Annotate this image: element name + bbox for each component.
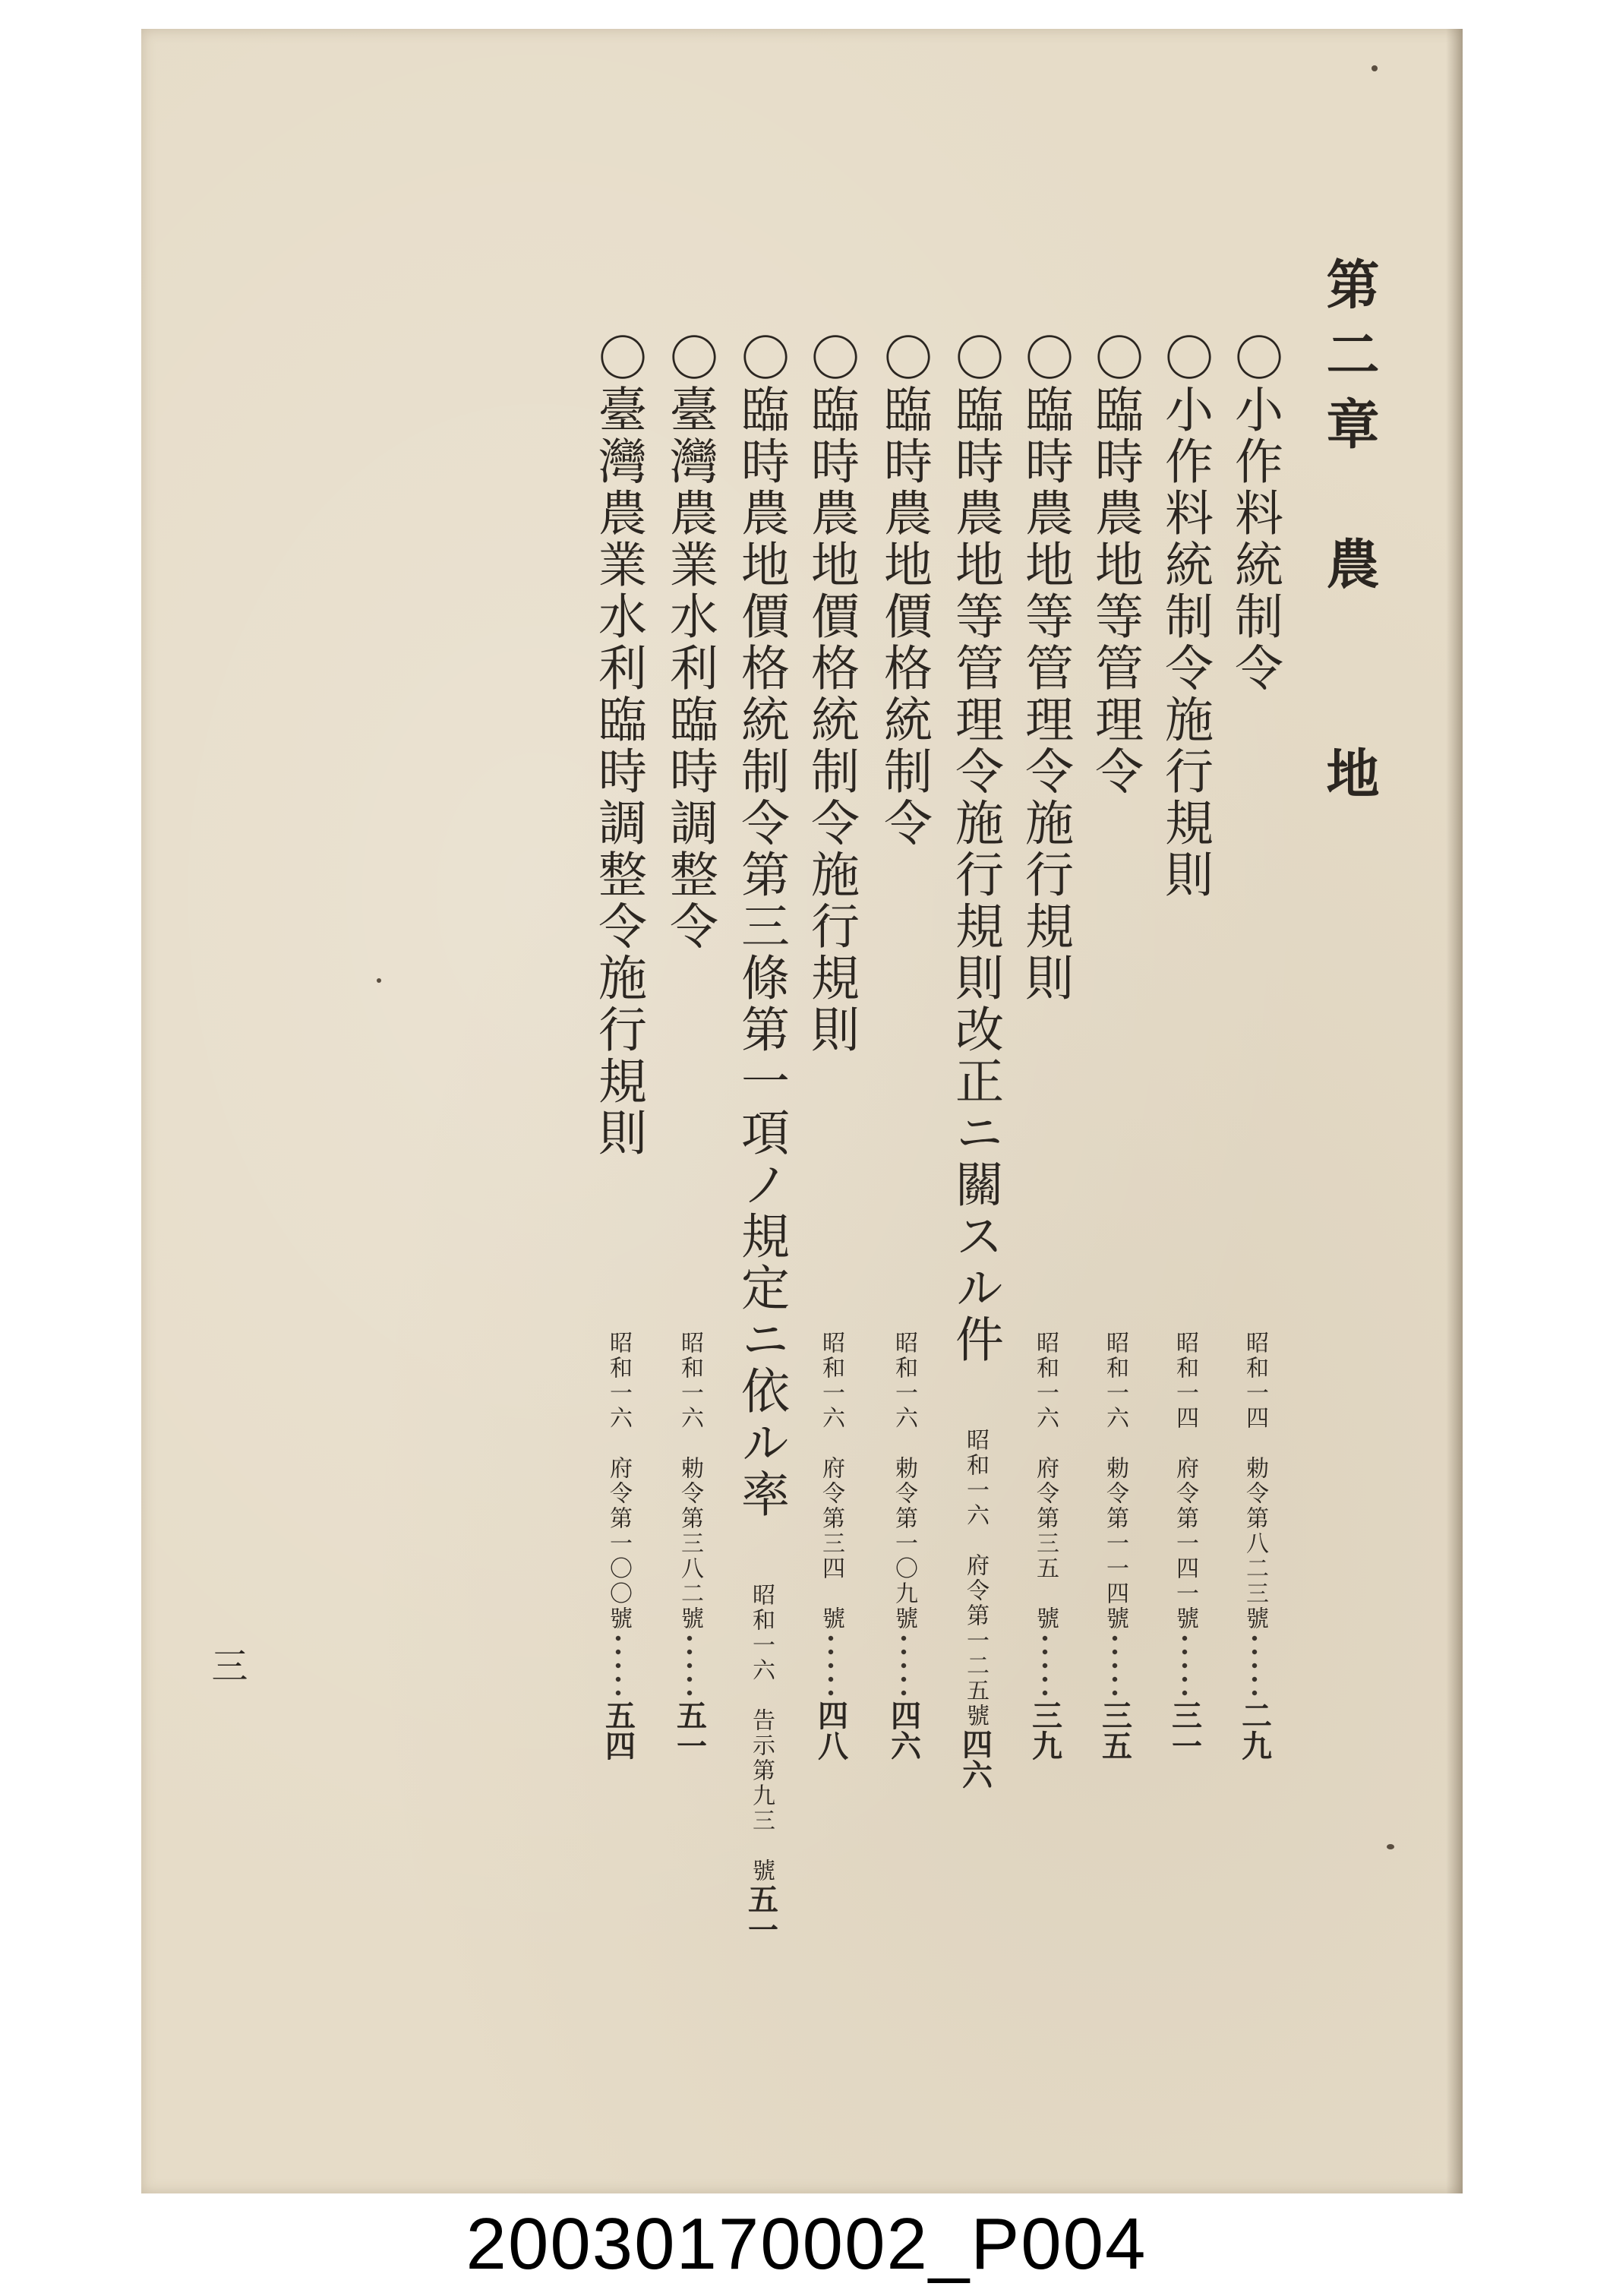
toc-entry-title: 〇臺灣農業水利臨時調整令 [661, 333, 718, 952]
toc-entry [1150, 333, 1220, 1761]
toc-entry-page: 五一 [743, 1884, 779, 1944]
chapter-heading: 第二章 農 地 [1318, 257, 1381, 816]
toc-entry-title: 〇臨時農地價格統制令 [876, 333, 932, 849]
dot-leader [1173, 1631, 1196, 1700]
page-number: 三 [205, 1647, 248, 1683]
toc-entry [1220, 333, 1289, 1761]
toc-entry-title: 〇小作料統制令 [1226, 333, 1283, 694]
toc-entry-law-ref: 昭和一六 府令第三四 號 [818, 1331, 844, 1631]
toc-entry [1080, 333, 1150, 1761]
toc-entry-title: 〇臨時農地價格統制令第三條第一項ノ規定ニ依ル率 [733, 333, 789, 1521]
dot-leader [892, 1631, 915, 1700]
toc-entry-law-ref: 昭和一六 府令第一二五號 [962, 1428, 989, 1729]
toc-entry-title: 〇臨時農地等管理令施行規則 [1017, 333, 1073, 1004]
ink-speck [1372, 65, 1378, 71]
toc-entry [1010, 333, 1080, 1761]
dot-leader [1103, 1631, 1126, 1700]
image-caption: 20030170002_P004 [466, 2203, 1147, 2285]
toc-entry-law-ref: 昭和一六 告示第九三 號 [748, 1583, 775, 1884]
toc-entry-law-ref: 昭和一四 勅令第八二三號 [1242, 1331, 1268, 1631]
toc-entry-law-ref: 昭和一六 勅令第一〇九號 [891, 1331, 917, 1631]
toc-entry-title: 〇臨時農地等管理令 [1087, 333, 1143, 797]
toc-entry-title: 〇小作料統制令施行規則 [1157, 333, 1213, 901]
spine-shadow [1446, 29, 1463, 2193]
toc-entry-law-ref: 昭和一六 府令第三五 號 [1032, 1331, 1059, 1631]
toc-entry [796, 333, 866, 1761]
dot-leader [1243, 1631, 1266, 1700]
show-through-text [217, 348, 278, 1867]
toc-entry-page: 三一 [1166, 1700, 1203, 1761]
toc-entry-law-ref: 昭和一四 府令第一四一號 [1172, 1331, 1198, 1631]
ink-speck [1387, 1844, 1394, 1849]
toc-entry-law-ref: 昭和一六 勅令第一一四號 [1102, 1331, 1128, 1631]
toc-entry-page: 三九 [1027, 1700, 1063, 1761]
toc-entry-page: 四八 [813, 1700, 849, 1761]
toc-entry [869, 333, 939, 1761]
toc-entry [940, 333, 1010, 1789]
book-page [141, 29, 1463, 2193]
dot-leader [1034, 1631, 1056, 1700]
toc-entry [726, 333, 796, 1944]
toc-entry-title: 〇臨時農地價格統制令施行規則 [803, 333, 859, 1056]
toc-entry-title: 〇臺灣農業水利臨時調整令施行規則 [590, 333, 646, 1159]
toc-entry-page: 三五 [1097, 1700, 1133, 1761]
dot-leader [819, 1631, 842, 1700]
toc-entry-title: 〇臨時農地等管理令施行規則改正ニ關スル件 [947, 333, 1003, 1366]
toc-entry-law-ref: 昭和一六 府令第一〇〇號 [605, 1331, 632, 1631]
toc-entry [655, 333, 724, 1761]
toc-entry-page: 四六 [957, 1729, 993, 1789]
toc-entry-page: 二九 [1236, 1700, 1273, 1761]
dot-leader [678, 1631, 701, 1700]
ink-speck [377, 978, 381, 983]
dot-leader [607, 1631, 630, 1700]
toc-entry [583, 333, 653, 1761]
toc-entry-law-ref: 昭和一六 勅令第三八二號 [677, 1331, 703, 1631]
toc-entry-page: 五一 [671, 1700, 708, 1761]
toc-entry-page: 四六 [885, 1700, 922, 1761]
toc-entry-page: 五四 [600, 1700, 636, 1761]
